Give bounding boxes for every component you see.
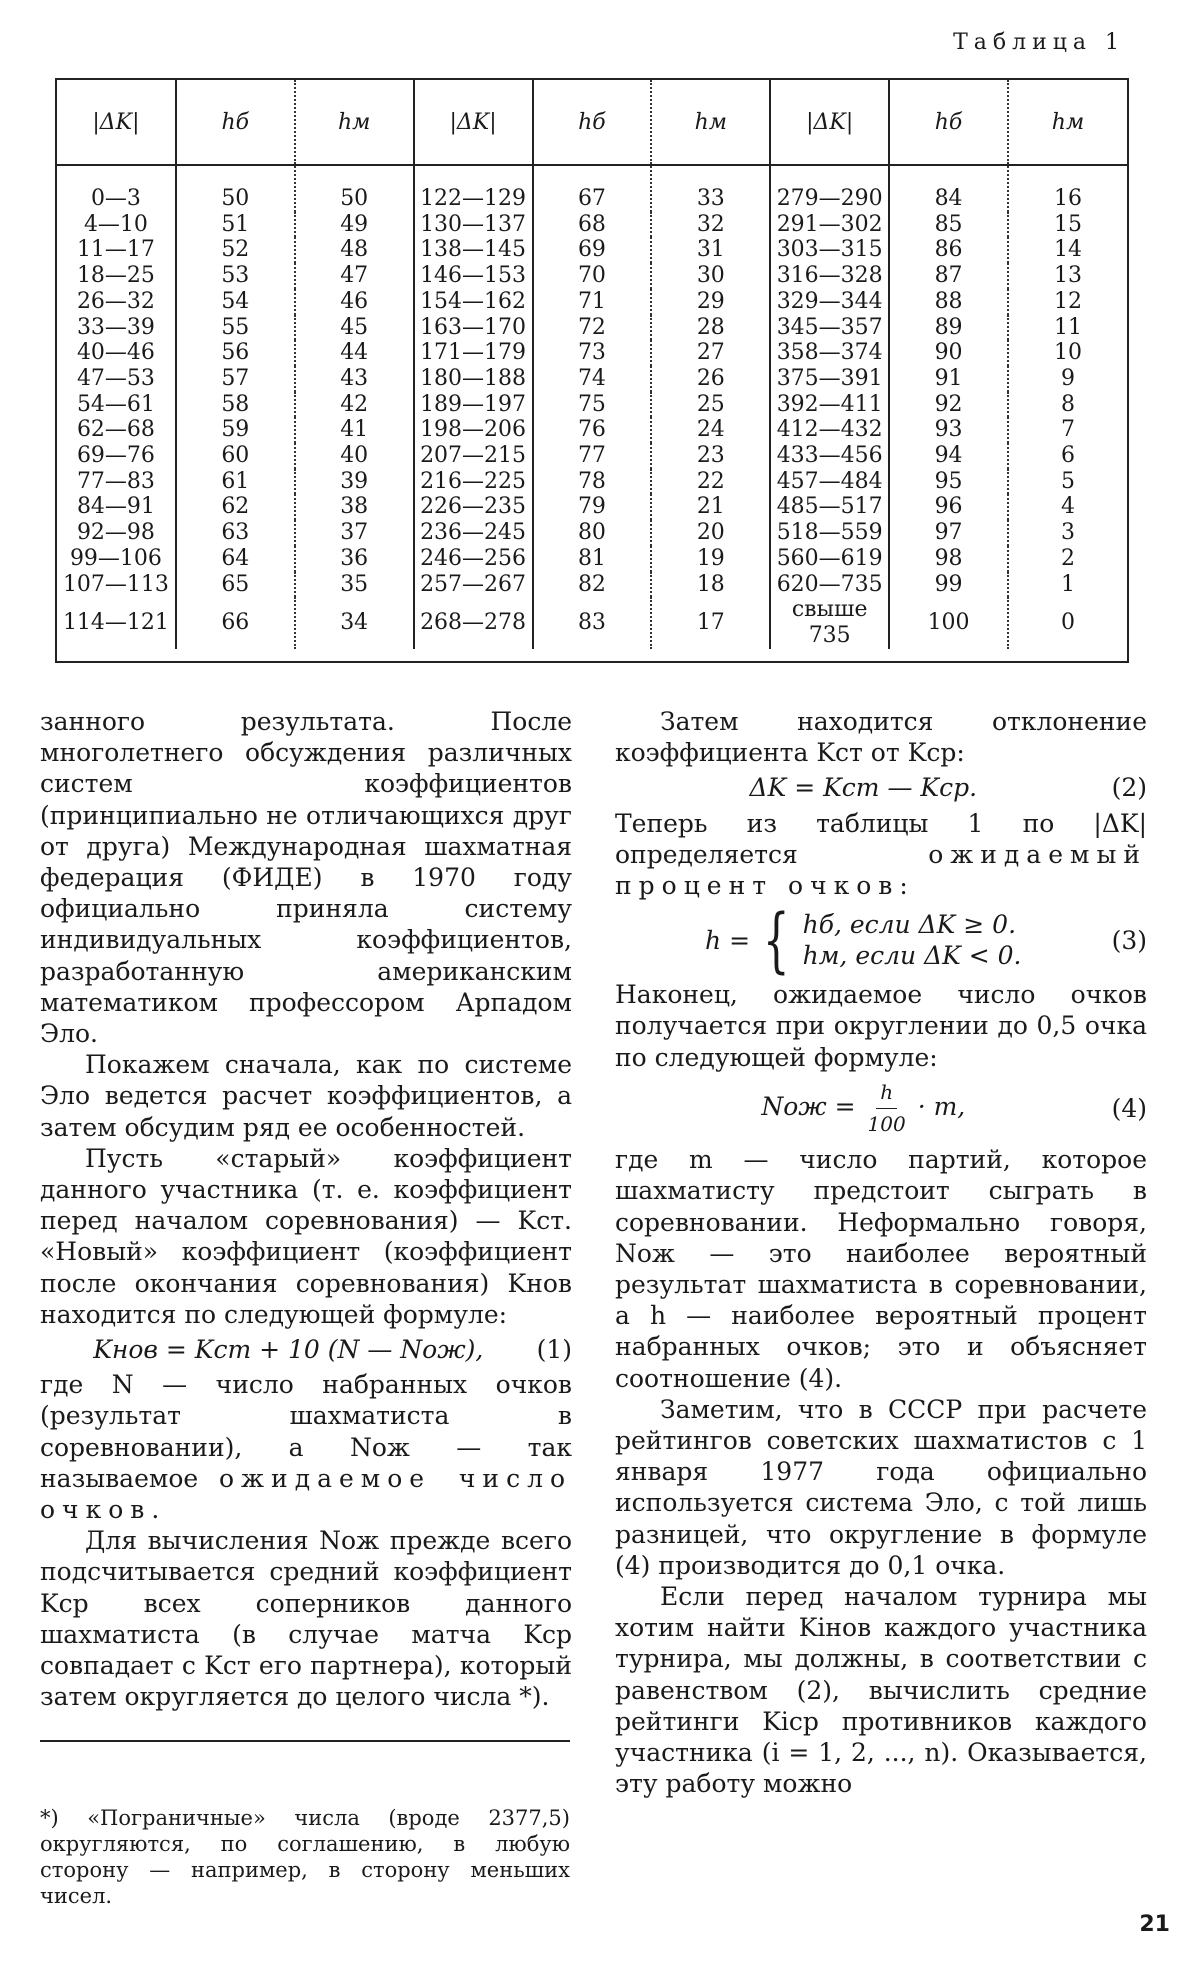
piecewise-cases (803, 909, 1022, 971)
table-row (57, 494, 1127, 520)
table-cell: 90 (889, 340, 1008, 366)
table-cell: 76 (533, 417, 652, 443)
paragraph: Если перед началом турнира мы хотим найти Kiнов каждого участника турнира, мы должны, в соответствии с равенством (2), вычислить средние рейтинги Kiср противников каждого участника (i = 1, 2, ..., n). Оказывается, эту работу можно (615, 1582, 1147, 1799)
table-cell: 69 (533, 237, 652, 263)
table-row (57, 392, 1127, 418)
equation-2 (615, 772, 1147, 803)
table-cell: 0—3 (57, 165, 176, 212)
case-line: hм, если ΔK < 0. (802, 941, 1022, 971)
equation-expression (615, 899, 1112, 982)
table-caption: Таблица 1 (953, 30, 1125, 55)
table-cell: 216—225 (414, 469, 533, 495)
table-cell: 23 (651, 443, 770, 469)
table-cell: 8 (1061, 391, 1075, 417)
emphasized-term: ожидаемое число очков. (40, 1463, 573, 1525)
table-cell: 485—517 (770, 494, 889, 520)
table-cell: 130—137 (414, 212, 533, 238)
column-header: hм (651, 80, 770, 165)
table-cell: 47 (295, 263, 414, 289)
table-cell: 24 (651, 417, 770, 443)
table-cell: 4—10 (57, 212, 176, 238)
table-cell: 43 (295, 366, 414, 392)
paragraph: где m — число партий, которое шахматисту предстоит сыграть в соревновании. Неформально говоря, Nож — это наиболее вероятный результат шахматиста в соревновании, а h — наиболее вероятный процент набранных очков; это и объясняет соотношение (4). (615, 1145, 1147, 1393)
table-cell: 56 (176, 340, 295, 366)
table-cell: 375—391 (770, 366, 889, 392)
table-cell: 14 (1054, 237, 1082, 263)
table-cell: 58 (176, 392, 295, 418)
table-cell: 246—256 (414, 546, 533, 572)
paragraph: Покажем сначала, как по системе Эло ведется расчет коэффициентов, а затем обсудим ряд ее особенностей. (40, 1050, 572, 1142)
table-cell: 61 (176, 469, 295, 495)
equation-number: (3) (1111, 925, 1147, 955)
table-row (57, 572, 1127, 598)
table-cell: 92—98 (57, 520, 176, 546)
table-row (57, 597, 1127, 648)
table-cell: 34 (295, 597, 414, 648)
table-row (57, 520, 1127, 546)
table-cell: 44 (295, 340, 414, 366)
table-cell: 98 (889, 546, 1008, 572)
table-cell: 31 (651, 237, 770, 263)
table-row (57, 469, 1127, 495)
table-cell: 226—235 (414, 494, 533, 520)
table-cell: 93 (889, 417, 1008, 443)
table-cell: 70 (533, 263, 652, 289)
table-cell: 87 (889, 263, 1008, 289)
equation-number: (2) (1111, 773, 1147, 803)
table-cell: 97 (889, 520, 1008, 546)
table-cell: 68 (533, 212, 652, 238)
table-cell: 257—267 (414, 572, 533, 598)
table-cell: 189—197 (414, 392, 533, 418)
table-row (57, 546, 1127, 572)
table-cell: 19 (651, 546, 770, 572)
table-cell: 91 (889, 366, 1008, 392)
table-cell: 71 (533, 289, 652, 315)
footnote: *) «Пограничные» числа (вроде 2377,5) округляются, по соглашению, в любую сторону — например, в сторону меньших чисел. (40, 1806, 570, 1908)
table-cell: 329—344 (770, 289, 889, 315)
table-cell: 27 (651, 340, 770, 366)
table-cell: 18—25 (57, 263, 176, 289)
table-cell: 4 (1061, 494, 1075, 520)
table-cell: 74 (533, 366, 652, 392)
paragraph-text: где N — число набранных очков (результат шахматиста в соревновании), а Nож — так называемое (40, 1370, 572, 1493)
table-body (57, 165, 1127, 649)
footnote-divider (40, 1740, 570, 1742)
table-cell: 2 (1061, 545, 1075, 571)
delta-k-table (55, 78, 1129, 663)
table-cell: 9 (1061, 365, 1075, 391)
table-row (57, 443, 1127, 469)
table-cell: 560—619 (770, 546, 889, 572)
table-cell: 236—245 (414, 520, 533, 546)
column-header: hм (295, 80, 414, 165)
table-cell: 0 (1061, 610, 1075, 636)
table-cell: 77 (533, 443, 652, 469)
table-cell: 47—53 (57, 366, 176, 392)
case-line: hб, если ΔK ≥ 0. (802, 910, 1017, 940)
table-cell: 33—39 (57, 315, 176, 341)
table-cell: 41 (295, 417, 414, 443)
table-cell: 32 (651, 212, 770, 238)
table-header-row (57, 80, 1127, 165)
fraction-numerator: h (876, 1077, 897, 1109)
column-header: |ΔK| (770, 80, 889, 165)
table-cell: 11—17 (57, 237, 176, 263)
table-cell: 316—328 (770, 263, 889, 289)
table-cell: 62 (176, 494, 295, 520)
table-cell: 99 (889, 572, 1008, 598)
table-cell: 72 (533, 315, 652, 341)
table-cell: 10 (1054, 340, 1082, 366)
table-cell: 86 (889, 237, 1008, 263)
table-cell: 84—91 (57, 494, 176, 520)
left-column (40, 706, 572, 1713)
table-cell: 20 (651, 520, 770, 546)
equation-4 (615, 1077, 1147, 1140)
table-cell: 69—76 (57, 443, 176, 469)
table-cell: 40 (295, 443, 414, 469)
table-cell: 60 (176, 443, 295, 469)
table-cell: 51 (176, 212, 295, 238)
paragraph: Наконец, ожидаемое число очков получается при округлении до 0,5 очка по следующей формуле: (615, 980, 1147, 1072)
equation-lhs: h = (705, 925, 751, 955)
column-header: hб (889, 80, 1008, 165)
table-cell: 83 (533, 597, 652, 648)
table-cell: 198—206 (414, 417, 533, 443)
equation-lhs: Nож = (761, 1092, 856, 1122)
paragraph-text: Теперь из таблицы 1 по |ΔK| определяется (615, 808, 1147, 869)
equation-expression: Kнов = Kст + 10 (N — Nож), (93, 1335, 484, 1365)
fraction-denominator: 100 (867, 1112, 906, 1137)
table-cell: 5 (1061, 468, 1075, 494)
table-cell: 268—278 (414, 597, 533, 648)
table-cell: 3 (1061, 520, 1075, 546)
table-cell: 18 (651, 572, 770, 598)
table-cell: 33 (651, 165, 770, 212)
table-cell: 36 (295, 546, 414, 572)
table-cell: 518—559 (770, 520, 889, 546)
table-cell: 67 (533, 165, 652, 212)
table-cell: 73 (533, 340, 652, 366)
table-cell: 6 (1061, 443, 1075, 469)
table-row (57, 289, 1127, 315)
table-cell: 95 (889, 469, 1008, 495)
table-cell: 85 (889, 212, 1008, 238)
table-cell: 59 (176, 417, 295, 443)
emphasized-term: ожидаемый процент очков: (615, 839, 1147, 901)
table-cell: 122—129 (414, 165, 533, 212)
table-cell: 180—188 (414, 366, 533, 392)
table-cell: 57 (176, 366, 295, 392)
table-cell: 39 (295, 469, 414, 495)
table-row (57, 315, 1127, 341)
table-cell: 84 (889, 165, 1008, 212)
table-cell: 99—106 (57, 546, 176, 572)
table-row (57, 212, 1127, 238)
table-cell: 81 (533, 546, 652, 572)
paragraph: Пусть «старый» коэффициент данного участника (т. е. коэффициент перед началом соревнования) — Kст. «Новый» коэффициент (коэффициент после окончания соревнования) Kнов находится по следующей формуле: (40, 1143, 572, 1329)
table-cell: 38 (295, 494, 414, 520)
table-cell: 291—302 (770, 212, 889, 238)
table-cell: 35 (295, 572, 414, 598)
table-cell: 42 (295, 392, 414, 418)
table-cell: 303—315 (770, 237, 889, 263)
paragraph: Заметим, что в СССР при расчете рейтингов советских шахматистов с 1 января 1977 года официально используется система Эло, с той лишь разницей, что округление в формуле (4) производится до 0,1 очка. (615, 1394, 1147, 1580)
table-cell: 13 (1054, 263, 1082, 289)
equation-expression: ΔK = Kст — Kср. (749, 773, 978, 803)
table-cell: 82 (533, 572, 652, 598)
table-cell: 146—153 (414, 263, 533, 289)
table-cell: 88 (889, 289, 1008, 315)
table-cell: 30 (651, 263, 770, 289)
table-cell: 358—374 (770, 340, 889, 366)
table-cell: 63 (176, 520, 295, 546)
table-cell: 100 (889, 597, 1008, 648)
table-cell: 40—46 (57, 340, 176, 366)
table-cell: 21 (651, 494, 770, 520)
equation-3 (615, 899, 1147, 982)
table-cell: 92 (889, 392, 1008, 418)
table-cell: 25 (651, 392, 770, 418)
table-cell: 89 (889, 315, 1008, 341)
column-header: hб (533, 80, 652, 165)
equation-number: (4) (1111, 1093, 1147, 1123)
table-cell: 412—432 (770, 417, 889, 443)
table-cell: 163—170 (414, 315, 533, 341)
equation-rhs: · m, (917, 1092, 966, 1122)
table-cell: 48 (295, 237, 414, 263)
paragraph (615, 808, 1147, 902)
paragraph: занного результата. После многолетнего обсуждения различных систем коэффициентов (принципиально не отличающихся друг от друга) Международная шахматная федерация (ФИДЕ) в 1970 году официально приняла систему индивидуальных коэффициентов, разработанную американским математиком профессором Арпадом Эло. (40, 707, 572, 1049)
table-cell: 62—68 (57, 417, 176, 443)
table-cell: 64 (176, 546, 295, 572)
table-cell: 433—456 (770, 443, 889, 469)
table-cell: 26 (651, 366, 770, 392)
table-row (57, 366, 1127, 392)
table-cell: 52 (176, 237, 295, 263)
table-row (57, 340, 1127, 366)
table-cell: 114—121 (57, 597, 176, 648)
table-cell: 29 (651, 289, 770, 315)
table-cell: 55 (176, 315, 295, 341)
table-cell: 279—290 (770, 165, 889, 212)
column-header: |ΔK| (57, 80, 176, 165)
table-cell: 154—162 (414, 289, 533, 315)
table-cell: 15 (1054, 211, 1082, 237)
table-cell: 53 (176, 263, 295, 289)
paragraph: Для вычисления Nож прежде всего подсчитывается средний коэффициент Kср всех соперников данного шахматиста (в случае матча Kср совпадает с Kст его партнера), который затем округляется до целого числа *). (40, 1526, 572, 1712)
table-cell: 392—411 (770, 392, 889, 418)
table-cell: 80 (533, 520, 652, 546)
table-cell: 457—484 (770, 469, 889, 495)
table-cell: 37 (295, 520, 414, 546)
fraction (868, 1077, 906, 1140)
equation-1 (40, 1334, 572, 1365)
table-cell: 620—735 (770, 572, 889, 598)
equation-expression (615, 1077, 1112, 1140)
table-cell: 50 (176, 165, 295, 212)
table-cell: 94 (889, 443, 1008, 469)
table-cell: 78 (533, 469, 652, 495)
table-cell: 45 (295, 315, 414, 341)
table-cell: 207—215 (414, 443, 533, 469)
table-cell: 54—61 (57, 392, 176, 418)
table-cell: 54 (176, 289, 295, 315)
paragraph: Затем находится отклонение коэффициента Kст от Kср: (615, 707, 1147, 768)
table-cell: 345—357 (770, 315, 889, 341)
table-cell: 49 (295, 212, 414, 238)
table-cell: 22 (651, 469, 770, 495)
table-cell: 11 (1054, 314, 1082, 340)
column-header: hм (1008, 80, 1127, 165)
table-cell: 46 (295, 289, 414, 315)
table-cell: 16 (1054, 186, 1082, 211)
table-cell: 7 (1061, 417, 1075, 443)
table-cell: 171—179 (414, 340, 533, 366)
table-cell: 75 (533, 392, 652, 418)
table-cell: 65 (176, 572, 295, 598)
column-header: |ΔK| (414, 80, 533, 165)
table-cell: свыше 735 (770, 597, 889, 648)
right-column (615, 706, 1147, 1800)
column-header: hб (176, 80, 295, 165)
table-cell: 12 (1054, 288, 1082, 314)
table-row (57, 165, 1127, 212)
table-cell: 50 (295, 165, 414, 212)
table-row (57, 263, 1127, 289)
table-cell: 1 (1061, 571, 1075, 597)
page-number: 21 (1139, 1912, 1170, 1937)
table-cell: 26—32 (57, 289, 176, 315)
table-row (57, 237, 1127, 263)
table-cell: 107—113 (57, 572, 176, 598)
table-cell: 66 (176, 597, 295, 648)
table-cell: 79 (533, 494, 652, 520)
brace-symbol: { (762, 899, 790, 982)
table-cell: 77—83 (57, 469, 176, 495)
table-cell: 28 (651, 315, 770, 341)
table-cell: 138—145 (414, 237, 533, 263)
table-cell: 17 (651, 597, 770, 648)
table-cell: 96 (889, 494, 1008, 520)
table-row (57, 417, 1127, 443)
equation-number: (1) (536, 1335, 572, 1365)
paragraph (40, 1369, 572, 1525)
